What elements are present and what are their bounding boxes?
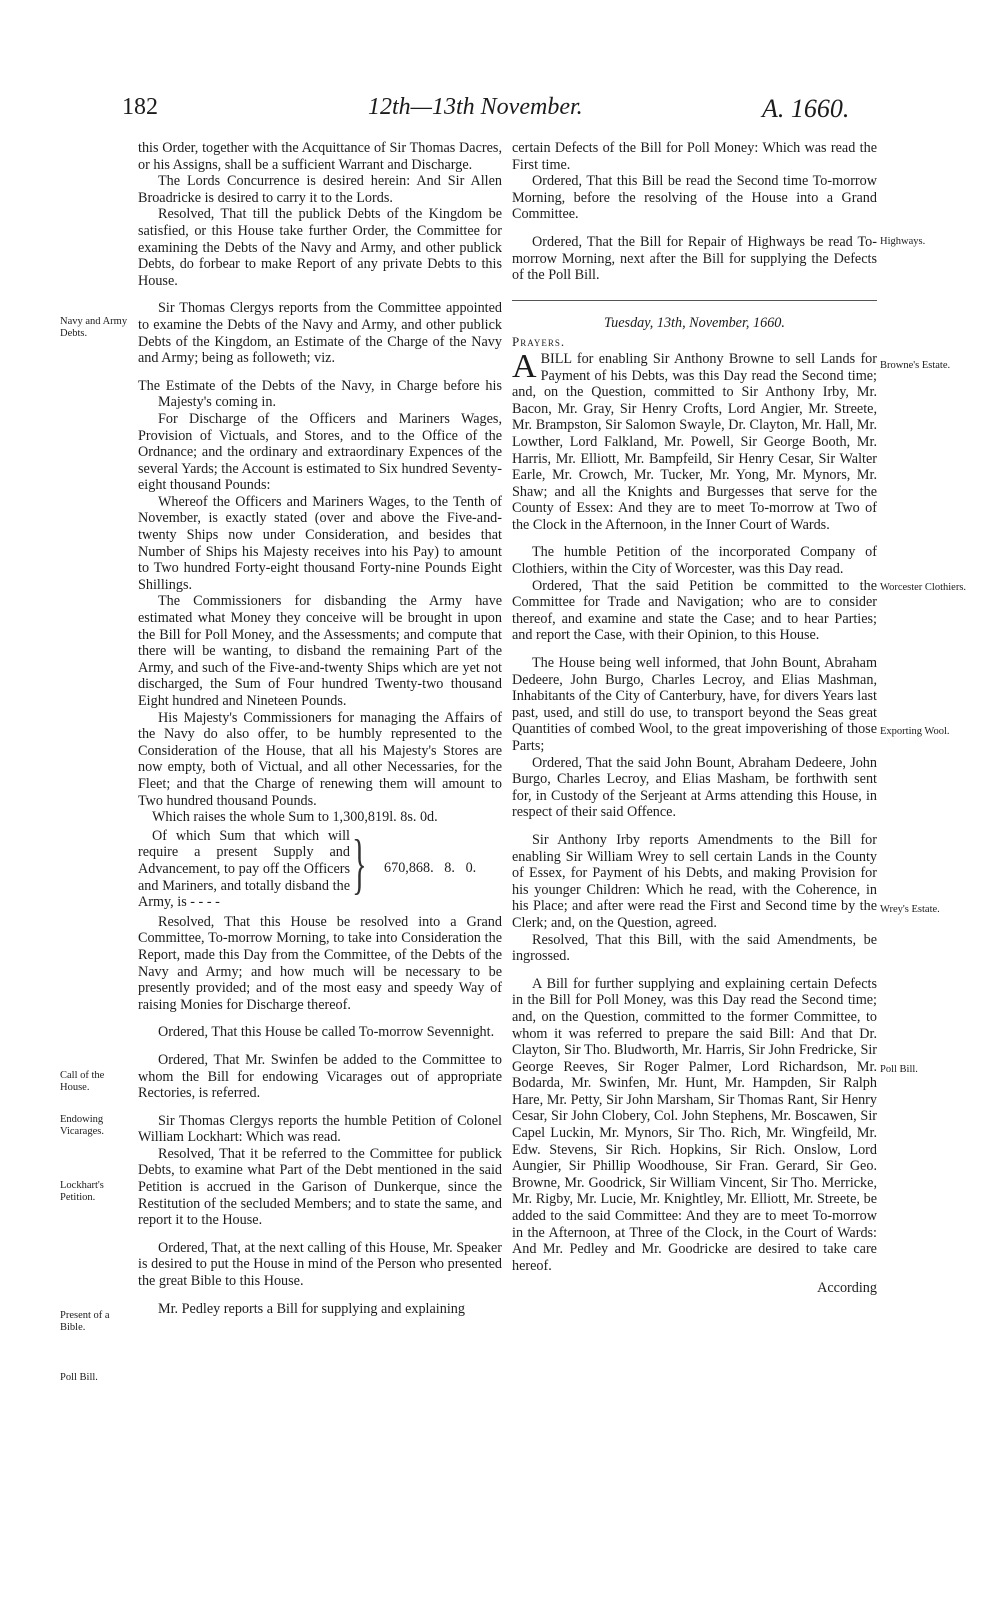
supply-sum-text: Of which Sum that which will require a present Supply and Advancement, to pay off the Officers and Mariners, and totally disband the Army, is - - - - (138, 827, 350, 911)
paragraph: Sir Anthony Irby reports Amendments to the Bill for enabling Sir William Wrey to sell certain Lands in the County of Essex, for Payment of his Debts, and making Provision for his younger Children: Which he read, with the Coherence, in his Place; and after were read the First and Second time by the Clerk; and, on the Question, agreed. (512, 831, 877, 931)
right-column (512, 140, 877, 1297)
paragraph: Ordered, That the said John Bount, Abraham Dedeere, John Burgo, Charles Lecroy, and Elias Masham, be forthwith sent for, in Custody of the Serjeant at Arms attending this House, in respect of their said Offence. (512, 754, 877, 821)
margin-note-browne: Browne's Estate. (880, 360, 951, 371)
paragraph: Resolved, That this House be resolved into a Grand Committee, To-morrow Morning, to take into Consideration the Report, made this Day from the Committee, of the Debts of the Navy and Army; and how much will be necessary to be presently provided; and of the most easy and speedy Way of raising Monies for Discharge thereof. (138, 913, 502, 1013)
margin-note-poll-bill-right: Poll Bill. (880, 1064, 918, 1075)
left-column (138, 140, 502, 1317)
paragraph: Mr. Pedley reports a Bill for supplying and explaining (158, 1300, 465, 1317)
paragraph: The Commissioners for disbanding the Army have estimated what Money they conceive will be brought in upon the Bill for Poll Money, and the Assessments; and compute that there will be wanting, to disband the remaining Part of the Army, and such of the Five-and-twenty Ships which are yet not discharged, the Sum of Four hundred Twenty-two thousand Eight hundred and Nineteen Pounds. (138, 593, 502, 709)
paragraph: Ordered, That the Bill for Repair of Highways be read To-morrow Morning, next after the Bill for supplying the Defects of the Poll Bill. (512, 233, 877, 284)
drop-cap: A (512, 347, 537, 385)
page-number: 182 (122, 94, 158, 120)
paragraph (512, 347, 877, 534)
estimate-heading: The Estimate of the Debts of the Navy, in Charge before his Majesty's coming in. (138, 377, 502, 411)
paragraph: Ordered, That this Bill be read the Second time To-morrow Morning, before the resolving of the House into a Grand Committee. (512, 173, 877, 223)
paragraph: Resolved, That till the publick Debts of the Kingdom be satisfied, or this House take further Order, the Committee for examining the Debts of the Navy and Army, and other publick Debts, do forbear to make Report of any private Debts to this House. (138, 206, 502, 289)
paragraph: Ordered, That Mr. Swinfen be added to the Committee to whom the Bill for endowing Vicarages out of appropriate Rectories, is referred. (138, 1051, 502, 1102)
paragraph: Resolved, That this Bill, with the said Amendments, be ingrossed. (512, 931, 877, 965)
paragraph: Ordered, That this House be called To-morrow Sevennight. (158, 1024, 495, 1041)
margin-note-call: Call of the House. (60, 1070, 105, 1093)
paragraph: Sir Thomas Clergys reports from the Committee appointed to examine the Debts of the Navy and Army, and other publick Debts of the Kingdom, an Estimate of the Charge of the Navy and Army; being as followeth; viz. (138, 300, 502, 367)
day-heading: Tuesday, 13th, November, 1660. (604, 314, 785, 331)
margin-note-bible: Present of a Bible. (60, 1310, 110, 1333)
margin-note-lockhart: Lockhart's Petition. (60, 1180, 104, 1203)
catchword: According (817, 1280, 877, 1297)
paragraph: Sir Thomas Clergys reports the humble Petition of Colonel William Lockhart: Which was read. (138, 1112, 502, 1146)
supply-sum-amount: 670,868. 8. 0. (384, 859, 477, 876)
paragraph: The Lords Concurrence is desired herein: And Sir Allen Broadricke is desired to carry it to the Lords. (138, 173, 502, 206)
header-year: A. 1660. (762, 94, 850, 123)
brace-icon: } (352, 824, 367, 901)
paragraph: A Bill for further supplying and explaining certain Defects in the Bill for Poll Money, was this Day read the Second time; and, on the Question, committed to the former Committee, to whom it was referred to prepare the said Bill: And that Dr. Clayton, Sir Tho. Bludworth, Mr. Harris, Sir John Fredricke, Sir George Reeves, Sir Roger Palmer, Lord Richardson, Mr. Bodarda, Mr. Swinfen, Mr. Hunt, Mr. Hampden, Sir Ralph Hare, Mr. Petty, Sir John Marsham, Sir Thomas Rant, Sir Henry Cesar, Sir John Clobery, Col. John Stephens, Mr. Boscawen, Sir Capel Luckin, Mr. Mynors, Sir Tho. Rich, Mr. Wingfeild, Mr. Edw. Stevens, Sir Rich. Hopkins, Sir Rich. Onslow, Lord Aungier, Sir Phillip Woodhouse, Sir Fran. Gerard, Sir Geo. Browne, Mr. Goodrick, Sir William Vincent, Sir Tho. Merricke, Mr. Rigby, Mr. Lucie, Mr. Knightley, Mr. Elliott, Mr. Streete, be added to the said Committee: And they are to meet To-morrow in the Afternoon, at Three of the Clock, in the Court of Wards: And Mr. Pedley and Mr. Goodricke are desired to take care hereof. (512, 975, 877, 1274)
paragraph: For Discharge of the Officers and Mariners Wages, Provision of Victuals, and Stores, and to the Office of the Ordnance; and the ordinary and extraordinary Expences of the several Yards; the Account is estimated to Six hundred Seventy-eight thousand Pounds: (138, 410, 502, 494)
prayers-heading: Prayers. (512, 334, 566, 350)
margin-note-wrey: Wrey's Estate. (880, 904, 940, 915)
paragraph-text: BILL for enabling Sir Anthony Browne to sell Lands for Payment of his Debts, was this Day read the Second time; and, on the Question, committed to Sir Anthony Irby, Mr. Bacon, Mr. Gray, Sir Henry Crofts, Lord Angier, Mr. Streete, Mr. Brampston, Sir Salomon Swayle, Dr. Clayton, Mr. Hall, Mr. Lowther, Lord Falkland, Mr. Powell, Sir George Booth, Mr. Harris, Mr. Elliott, Mr. Bampfeild, Sir Henry Cesar, Sir Walter Earle, Mr. Crowch, Mr. Tucker, Mr. Yong, Mr. Mynors, Mr. Shaw; and all the Knights and Burgesses that serve for the County of Essex: And they are to meet To-morrow at Two of the Clock in the Afternoon, in the Inner Court of Wards. (512, 350, 877, 533)
paragraph: His Majesty's Commissioners for managing the Affairs of the Navy do also offer, to be humbly represented to the Consideration of the House, that all his Majesty's Stores are now empty, both of Victual, and all other Necessaries, for the Fleet; and that the Charge of renewing them will amount to Two hundred thousand Pounds. (138, 709, 502, 809)
paragraph: The House being well informed, that John Bount, Abraham Dedeere, John Burgo, Charles Lecroy, and Elias Mashman, Inhabitants of the City of Canterbury, have, for divers Years last past, used, and still do use, to transport beyond the Seas great Quantities of combed Wool, to the great impoverishing of those Parts; (512, 655, 877, 754)
paragraph: certain Defects of the Bill for Poll Money: Which was read the First time. (512, 140, 877, 173)
paragraph: Ordered, That, at the next calling of this House, Mr. Speaker is desired to put the House in mind of the Person who presented the great Bible to this House. (138, 1239, 502, 1290)
section-divider (512, 300, 877, 301)
margin-note-worcester: Worcester Clothiers. (880, 582, 967, 593)
paragraph: Ordered, That the said Petition be committed to the Committee for Trade and Navigation; who are to consider thereof, and examine and state the Case; and to hear Parties; and report the Case, with their Opinion, to this House. (512, 577, 877, 644)
margin-note-highways: Highways. (880, 236, 926, 247)
margin-note-navy-army: Navy and Army Debts. (60, 316, 128, 339)
page-header (0, 94, 992, 134)
paragraph: The humble Petition of the incorporated Company of Clothiers, within the City of Worcester, was this Day read. (512, 544, 877, 578)
supply-sum-block (138, 824, 502, 911)
margin-note-poll-bill-left: Poll Bill. (60, 1372, 98, 1383)
paragraph: Whereof the Officers and Mariners Wages, to the Tenth of November, is exactly stated (over and above the Five-and-twenty Ships now under Consideration, and besides that Number of Ships his Majesty receives into his Pay) to amount to Two hundred Forty-eight thousand Forty-nine Pounds Eight Shillings. (138, 493, 502, 593)
header-date: 12th—13th November. (368, 94, 583, 120)
paragraph: this Order, together with the Acquittance of Sir Thomas Dacres, or his Assigns, shall be a sufficient Warrant and Discharge. (138, 140, 502, 173)
margin-note-vicarages: Endowing Vicarages. (60, 1114, 104, 1137)
margin-note-wool: Exporting Wool. (880, 726, 950, 737)
paragraph: Resolved, That it be referred to the Committee for publick Debts, to examine what Part of the Debt mentioned in the said Petition is accrued in the Garison of Dunkerque, since the Restitution of the secluded Members; and to state the same, and report it to the House. (138, 1145, 502, 1229)
total-sum-line: Which raises the whole Sum to 1,300,819l. 8s. 0d. (152, 809, 438, 826)
